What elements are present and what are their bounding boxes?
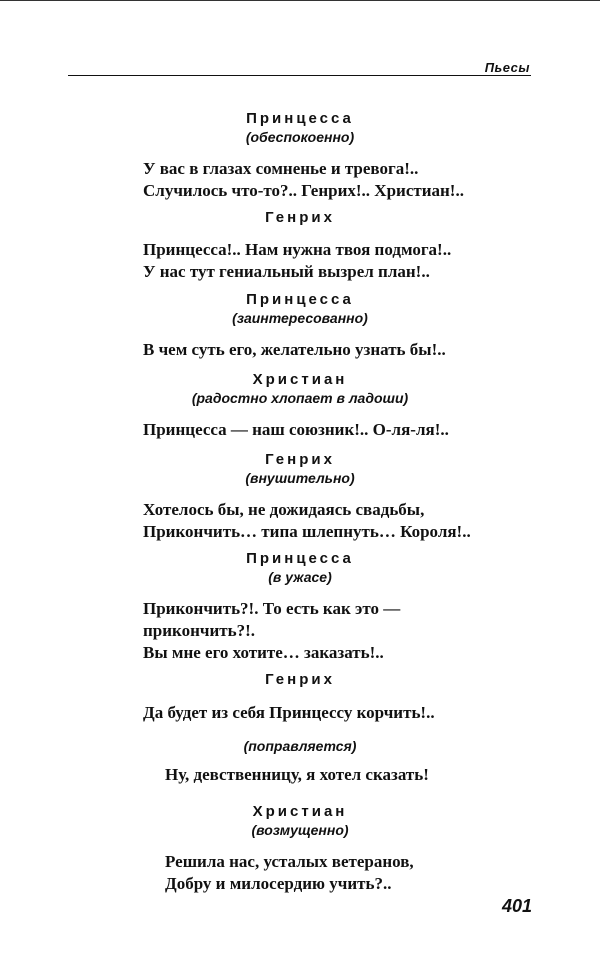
speaker-name: Христиан	[252, 371, 348, 388]
stage-direction: (внушительно)	[245, 470, 355, 486]
verse-line: Хотелось бы, не дожидаясь свадьбы,	[143, 500, 425, 519]
page-top-edge	[0, 0, 600, 1]
verse-line: У нас тут гениальный вызрел план!..	[143, 262, 430, 281]
verse-line: В чем суть его, желательно узнать бы!..	[143, 340, 446, 359]
verse-line: Да будет из себя Принцессу корчить!..	[143, 703, 435, 722]
stage-direction: (заинтересованно)	[232, 310, 368, 326]
verse-lines	[143, 598, 400, 664]
verse-line: Прикончить… типа шлепнуть… Короля!..	[143, 522, 471, 541]
verse-line: прикончить?!.	[143, 621, 256, 640]
speaker-name: Генрих	[265, 671, 335, 688]
verse-line: Ну, девственницу, я хотел сказать!	[165, 765, 429, 784]
verse-line: Добру и милосердию учить?..	[165, 874, 392, 893]
verse-lines	[165, 851, 414, 895]
verse-lines	[165, 764, 429, 786]
verse-line: Решила нас, усталых ветеранов,	[165, 852, 414, 871]
verse-lines	[143, 239, 451, 283]
verse-lines	[143, 339, 446, 361]
verse-line: Принцесса — наш союзник!.. О-ля-ля!..	[143, 420, 449, 439]
verse-line: Прикончить?!. То есть как это —	[143, 599, 401, 618]
stage-direction: (поправляется)	[243, 738, 357, 754]
verse-line: Вы мне его хотите… заказать!..	[143, 643, 384, 662]
header-rule	[68, 75, 531, 76]
verse-lines	[143, 702, 435, 724]
verse-lines	[143, 158, 464, 202]
stage-direction: (возмущенно)	[251, 822, 349, 838]
speaker-name: Принцесса	[246, 110, 354, 127]
verse-line: Случилось что-то?.. Генрих!.. Христиан!..	[143, 181, 464, 200]
speaker-name: Христиан	[252, 803, 348, 820]
running-header: Пьесы	[484, 60, 530, 75]
stage-direction: (радостно хлопает в ладоши)	[191, 390, 409, 406]
verse-line: Принцесса!.. Нам нужна твоя подмога!..	[143, 240, 452, 259]
stage-direction: (обеспокоенно)	[245, 129, 355, 145]
speaker-name: Генрих	[265, 209, 335, 226]
speaker-name: Генрих	[265, 451, 335, 468]
page-number: 401	[501, 896, 532, 916]
speaker-name: Принцесса	[246, 291, 354, 308]
verse-lines	[143, 419, 449, 441]
verse-lines	[143, 499, 471, 543]
stage-direction: (в ужасе)	[268, 569, 332, 585]
speaker-name: Принцесса	[246, 550, 354, 567]
verse-line: У вас в глазах сомненье и тревога!..	[143, 159, 419, 178]
